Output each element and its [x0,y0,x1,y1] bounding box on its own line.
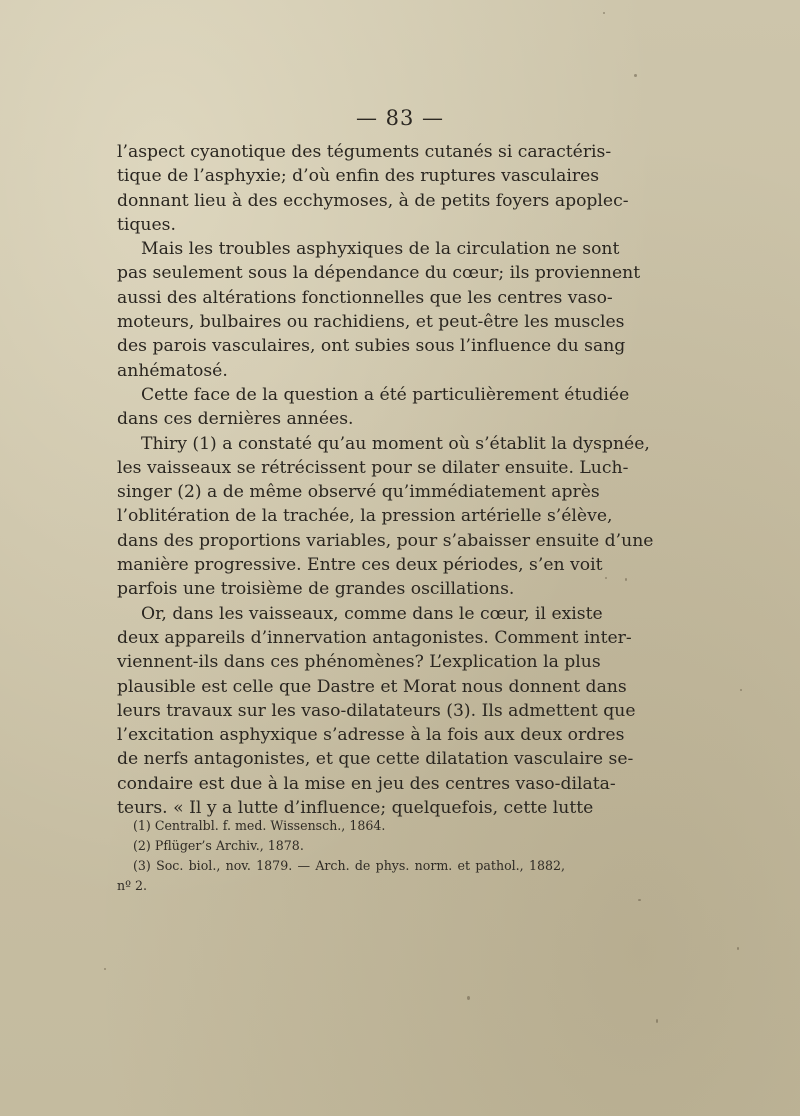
text-line: plausible est celle que Dastre et Morat nous donnent dans [117,676,627,697]
paper-speck [656,1019,658,1023]
text-line: tiques. [117,214,176,235]
text-line: donnant lieu à des ecchymoses, à de petits foyers apoplec- [117,190,629,211]
footnote-line: (2) Pflüger’s Archiv., 1878. [133,838,304,853]
footnote-line: (3) Soc. biol., nov. 1879. — Arch. de phys. norm. et pathol., 1882, [133,858,565,873]
text-line: Mais les troubles asphyxiques de la circulation ne sont [141,239,620,260]
text-line: pas seulement sous la dépendance du cœur; ils proviennent [117,263,641,284]
text-line: les vaisseaux se rétrécissent pour se dilater ensuite. Luch- [117,457,629,478]
text-line: l’oblitération de la trachée, la pression artérielle s’élève, [117,506,613,527]
text-line: teurs. « Il y a lutte d’influence; quelquefois, cette lutte [117,798,594,819]
text-line: des parois vasculaires, ont subies sous l’influence du sang [117,336,626,357]
text-line: Or, dans les vaisseaux, comme dans le cœur, il existe [141,603,603,624]
text-line: dans des proportions variables, pour s’abaisser ensuite d’une [117,530,654,551]
text-line: viennent-ils dans ces phénomènes? L’explication la plus [117,652,601,673]
paper-speck [737,947,739,950]
text-line: anhématosé. [117,360,228,381]
text-line: aussi des altérations fonctionnelles que les centres vaso- [117,287,613,308]
paper-speck [740,689,742,691]
footnotes [117,816,565,896]
text-line: singer (2) a de même observé qu’immédiatement après [117,482,600,503]
footnote-line: nº 2. [117,878,148,893]
paper-speck [625,578,627,581]
text-line: l’aspect cyanotique des téguments cutanés si caractéris- [117,142,612,162]
paper-speck [605,577,607,579]
paper-speck [104,968,106,970]
text-line: manière progressive. Entre ces deux périodes, s’en voit [117,555,603,576]
page-number: — 83 — [355,106,445,130]
text-line: deux appareils d’innervation antagonistes. Comment inter- [117,627,632,648]
text-line: tique de l’asphyxie; d’où enfin des ruptures vasculaires [117,166,600,187]
text-line: l’excitation asphyxique s’adresse à la fois aux deux ordres [117,725,625,746]
paper-speck [467,996,470,1000]
body-text [117,140,654,820]
footnote-line: (1) Centralbl. f. med. Wissensch., 1864. [133,818,386,833]
paper-speck [638,899,641,901]
text-line: moteurs, bulbaires ou rachidiens, et peut-être les muscles [117,312,625,333]
text-line: de nerfs antagonistes, et que cette dilatation vasculaire se- [117,749,634,770]
text-line: parfois une troisième de grandes oscillations. [117,579,515,600]
text-line: Thiry (1) a constaté qu’au moment où s’établit la dyspnée, [141,433,650,454]
paper-speck [603,12,605,14]
text-line: leurs travaux sur les vaso-dilatateurs (3). Ils admettent que [117,700,636,721]
text-line: condaire est due à la mise en jeu des centres vaso-dilata- [117,773,616,794]
paper-speck [634,74,637,77]
text-line: Cette face de la question a été particulièrement étudiée [141,384,630,405]
text-line: dans ces dernières années. [117,409,354,430]
